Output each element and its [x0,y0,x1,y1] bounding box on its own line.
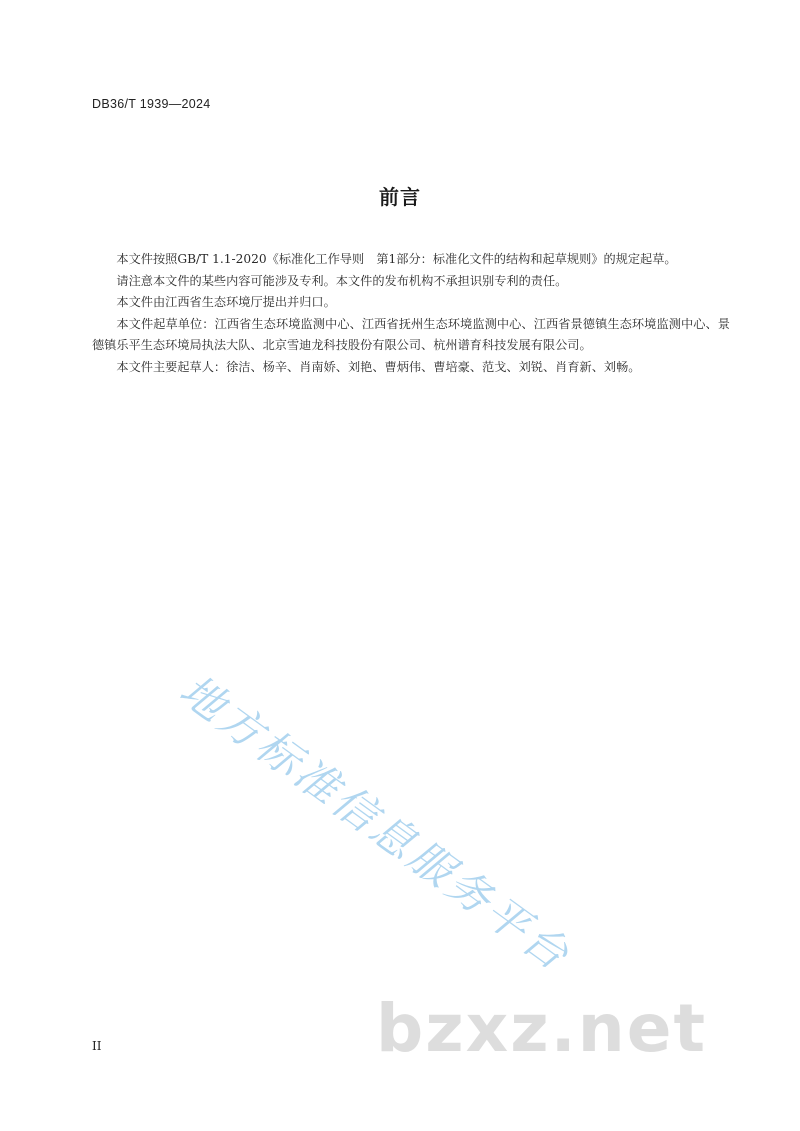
document-code: DB36/T 1939—2024 [92,97,211,111]
paragraph-drafting-rules: 本文件按照GB/T 1.1-2020《标准化工作导则 第1部分：标准化文件的结构和起草规则》的规定起草。 [116,252,677,266]
paragraph-proposer: 本文件由江西省生态环境厅提出并归口。 [116,295,336,309]
site-watermark: bzxz.net [376,990,708,1067]
page-title: 前言 [379,185,421,209]
platform-watermark: 地方标准信息服务平台 [170,665,580,982]
page-number: II [92,1039,102,1053]
paragraph-drafting-units: 本文件起草单位：江西省生态环境监测中心、江西省抚州生态环境监测中心、江西省景德镇生态环境监测中心、景德镇乐平生态环境局执法大队、北京雪迪龙科技股份有限公司、杭州谱育科技发展有限公司。 [92,316,730,352]
paragraph-patent-notice: 请注意本文件的某些内容可能涉及专利。本文件的发布机构不承担识别专利的责任。 [116,273,568,288]
paragraph-drafters: 本文件主要起草人：徐洁、杨辛、肖南娇、刘艳、曹炳伟、曹培豪、范戈、刘锐、肖育新、刘畅。 [116,359,641,374]
foreword-body [92,249,730,378]
